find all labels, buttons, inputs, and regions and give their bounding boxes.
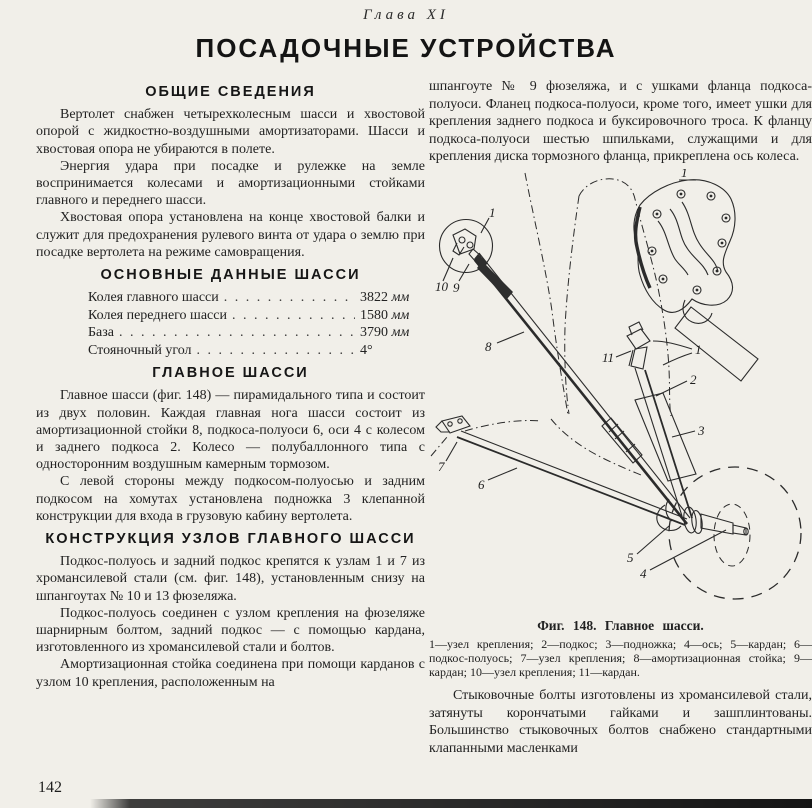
figure-legend: 1—узел крепления; 2—подкос; 3—подножка; 4—ось; 5—кардан; 6—подкос-полуось; 7—узел крепления; 8—амортизационная стойка; 9—кардан; 10—узел крепления; 11—кардан. (429, 637, 812, 679)
spec-label: Колея главного шасси (88, 290, 219, 306)
spec-row (88, 307, 420, 325)
spec-number: 3822 (360, 290, 388, 306)
figure-main-gear-drawing (429, 169, 812, 615)
spec-unit: мм (391, 325, 410, 341)
spec-unit: мм (391, 307, 410, 323)
wheel-hub-assembly (637, 499, 748, 570)
callout-4: 4 (640, 565, 647, 581)
callout-6: 6 (478, 476, 485, 492)
spec-table (88, 289, 420, 359)
callout-center-1: 1 (695, 341, 702, 357)
spec-number: 1580 (360, 307, 388, 323)
section-heading-nodes: КОНСТРУКЦИЯ УЗЛОВ ГЛАВНОГО ШАССИ (45, 531, 416, 548)
column-right (429, 78, 812, 757)
callout-9: 9 (453, 279, 460, 295)
spec-label: База (88, 325, 114, 341)
main-gear-technical-drawing (429, 169, 807, 615)
paragraph: шпангоуте № 9 фюзеляжа, и с ушками фланца подкоса-полуоси. Фланец подкоса-полуоси, кроме того, имеет ушки для крепления заднего подкоса и буксировочного троса. К фланцу подкоса-полуоси шестью шпильками, служащими и для крепления диска тормозного фланца, прикреплена ось колеса. (429, 79, 812, 164)
callout-11: 11 (602, 349, 615, 365)
callout-10: 10 (435, 278, 448, 294)
paragraph: Энергия удара при посадке и рулежке на земле воспринимается колесами и амортизационными стойками главного и переднего шасси. (36, 158, 425, 209)
spec-row (88, 324, 420, 342)
column-left (36, 78, 425, 757)
spec-number: 4° (360, 342, 373, 358)
paragraph: Вертолет снабжен четырехколесным шасси и хвостовой опорой с жидкостно-воздушными амортизаторами. Шасси и хвостовая опора не убираются в полете. (36, 107, 425, 157)
callout-3: 3 (698, 422, 705, 438)
leader-dots (119, 324, 355, 341)
page-title: ПОСАДОЧНЫЕ УСТРОЙСТВА (195, 33, 617, 63)
spec-value (360, 307, 420, 324)
callout-2: 2 (690, 371, 697, 387)
spec-row (88, 289, 420, 307)
callout-top-1: 1 (681, 168, 688, 180)
leader-dots (224, 289, 355, 306)
paragraph: Подкос-полуось соединен с узлом крепления на фюзеляже шарнирным болтом, задний подкос — с помощью кардана, изготовленного из хромансилевой стали и болтов. (36, 605, 425, 656)
section-heading-general: ОБЩИЕ СВЕДЕНИЯ (145, 84, 316, 100)
spec-unit: мм (391, 290, 410, 306)
scan-edge-shadow (90, 799, 812, 808)
spec-value (360, 342, 420, 359)
spec-number: 3790 (360, 325, 388, 341)
spec-row (88, 342, 420, 360)
spec-label: Колея переднего шасси (88, 307, 227, 323)
paragraph: Главное шасси (фиг. 148) — пирамидального типа и состоит из двух половин. Каждая главная нога шасси состоит из амортизационной стойки 8, подкоса-полуоси 6, оси 4 с колесом и заднего подкоса 2. Колесо — полубаллонного типа с односторонним воздушным камерным тормозом. (36, 388, 425, 473)
leader-dots (232, 307, 355, 324)
leader-dots (197, 342, 355, 359)
section-heading-main-gear: ГЛАВНОЕ ШАССИ (152, 365, 309, 382)
shock-strut-8 (475, 253, 690, 524)
paragraph: Подкос-полуось и задний подкос крепятся к узлам 1 и 7 из хромансилевой стали (см. фиг. 148), установленным снизу на шпангоутах № 10 и 13 фюзеляжа. (36, 554, 425, 604)
callout-8: 8 (485, 338, 492, 354)
callout-5: 5 (627, 549, 634, 565)
spec-value (360, 324, 420, 341)
half-axle-strut-6 (436, 416, 687, 525)
paragraph: Хвостовая опора установлена на конце хвостовой балки и служит для предохранения рулевого винта от удара о землю при посадке вертолета на режиме самовращения. (36, 210, 425, 260)
paragraph: Стыковочные болты изготовлены из хромансилевой стали, затянуты корончатыми гайками и зашплинтованы. Большинство стыковочных болтов снабжено стандартными клапанными масленками (429, 688, 812, 756)
chapter-heading: Глава XI (363, 7, 449, 23)
callout-upper-1: 1 (489, 204, 496, 220)
bracket-bolts (648, 190, 730, 294)
two-column-layout (0, 78, 812, 757)
rear-strut-fitting (616, 322, 692, 518)
paragraph: С левой стороны между подкосом-полуосью и задним подкосом на хомутах установлена подножка 3 клепанной конструкции для входа в грузовую кабину вертолета. (36, 474, 425, 524)
figure-caption: Фиг. 148. Главное шасси. (537, 617, 704, 633)
spec-value (360, 289, 420, 306)
callout-7: 7 (438, 458, 445, 474)
spec-label: Стояночный угол (88, 342, 192, 358)
page-number: 142 (38, 779, 62, 796)
section-heading-specs: ОСНОВНЫЕ ДАННЫЕ ШАССИ (100, 267, 361, 284)
paragraph: Амортизационная стойка соединена при помощи карданов с узлом 10 крепления, расположенным на (36, 657, 425, 690)
